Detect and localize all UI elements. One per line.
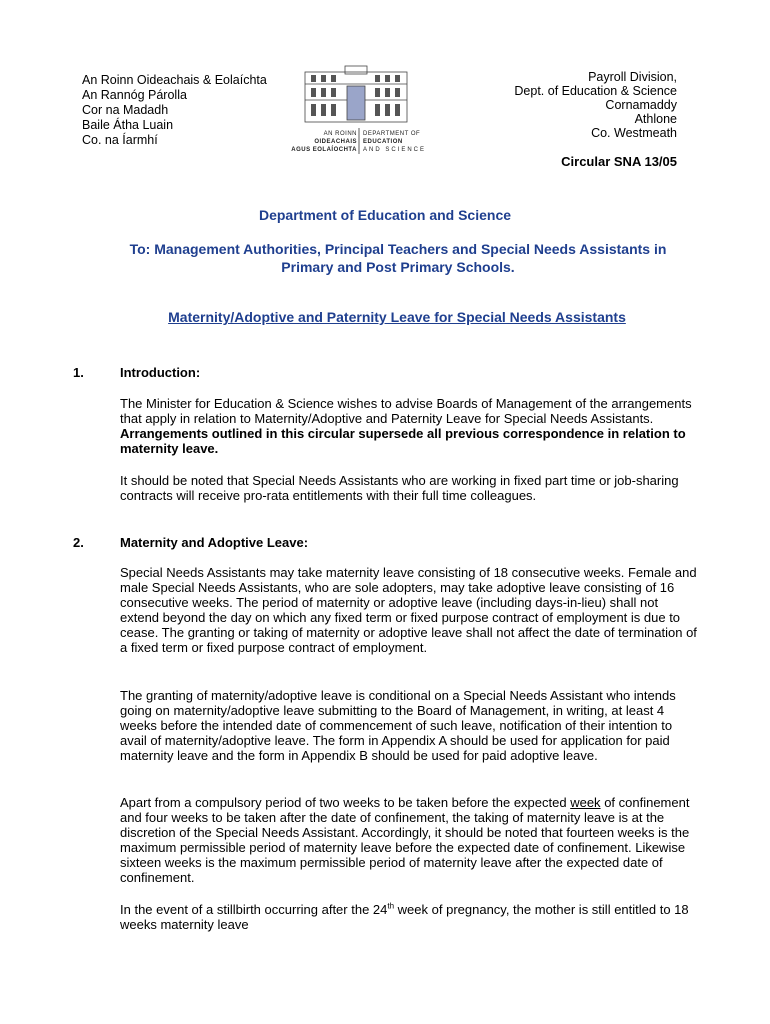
department-logo <box>285 64 433 154</box>
paragraph <box>120 396 700 456</box>
paragraph-text: of confinement and four weeks to be taken after the date of confinement, the taking of maternity leave is at the discretion of the Special Needs Assistant. Accordingly, it should be noted that fourteen weeks is the maximum permissible period of maternity leave before the expected date of confinement. Likewise sixteen weeks is the maximum permissible period of maternity leave after the expected date of confinement. <box>120 795 690 885</box>
logo-english-text <box>363 130 439 154</box>
section-heading: Maternity and Adoptive Leave: <box>120 535 309 550</box>
address-line: Baile Átha Luain <box>82 118 174 132</box>
logo-irish-text <box>285 130 357 154</box>
address-line: Athlone <box>634 112 677 126</box>
logo-text-line: AN ROINN <box>323 131 357 137</box>
logo-text-line: EDUCATION <box>363 139 403 145</box>
address-line: Co. Westmeath <box>591 126 677 140</box>
paragraph <box>120 902 700 932</box>
address-line: An Roinn Oideachais & Eolaíchta <box>82 73 267 87</box>
department-title: Department of Education and Science <box>258 207 512 223</box>
english-address <box>514 70 677 140</box>
logo-text-line: OIDEACHAIS <box>314 139 357 145</box>
addressee-heading <box>78 240 718 276</box>
paragraph-text: The Minister for Education & Science wishes to advise Boards of Management of the arrangements that apply in relation to Maternity/Adoptive and Paternity Leave for Special Needs Assistants. <box>120 396 692 426</box>
circular-number: Circular SNA 13/05 <box>561 154 677 169</box>
address-line: Cornamaddy <box>605 98 677 112</box>
paragraph: The granting of maternity/adoptive leave is conditional on a Special Needs Assistant who intends going on maternity/adoptive leave submitting to the Board of Management, in writing, at least 4 weeks before the intended date of commencement of such leave, notification of their intention to avail of maternity/adoptive leave. The form in Appendix A should be used for application for paid maternity leave and the form in Appendix B should be used for paid adoptive leave. <box>120 688 676 763</box>
address-line: Cor na Madadh <box>82 103 169 117</box>
addressee-line: To: Management Authorities, Principal Teachers and Special Needs Assistants in <box>129 241 667 257</box>
paragraph: It should be noted that Special Needs Assistants who are working in fixed part time or job-sharing contracts will receive pro-rata entitlements with their full time colleagues. <box>120 473 679 503</box>
paragraph-emphasis: Arrangements outlined in this circular supersede all previous correspondence in relation to maternity leave. <box>120 426 686 456</box>
superscript: th <box>387 901 395 911</box>
address-line: Payroll Division, <box>588 70 677 84</box>
address-line: Co. na Íarmhí <box>82 133 158 147</box>
underlined-word: week <box>570 795 601 810</box>
paragraph <box>120 795 700 885</box>
logo-text-line: AGUS EOLAÍOCHTA <box>291 147 357 153</box>
irish-address <box>82 73 267 148</box>
paragraph-text: Apart from a compulsory period of two weeks to be taken before the expected <box>120 795 567 810</box>
section-heading: Introduction: <box>120 365 201 380</box>
address-line: Dept. of Education & Science <box>514 84 677 98</box>
section-number: 1. <box>73 365 84 380</box>
paragraph: Special Needs Assistants may take maternity leave consisting of 18 consecutive weeks. Female and male Special Needs Assistants, who are sole adopters, may take adoptive leave consisting of 16 consecutive weeks. The period of maternity or adoptive leave (including days-in-lieu) shall not extend beyond the day on which any fixed term or fixed purpose contract of employment is due to cease. The granting or taking of maternity or adoptive leave shall not affect the date of termination of a fixed term or fixed purpose contract of employment. <box>120 565 697 655</box>
logo-text-line: DEPARTMENT OF <box>363 131 421 137</box>
section-number: 2. <box>73 535 84 550</box>
paragraph-text: week of pregnancy, the mother is still entitled to 18 weeks maternity leave <box>120 902 689 932</box>
logo-text-line: AND SCIENCE <box>363 147 427 153</box>
paragraph-text: In the event of a stillbirth occurring after the 24 <box>120 902 388 917</box>
subject-title: Maternity/Adoptive and Paternity Leave for Special Needs Assistants <box>168 309 626 325</box>
addressee-line: Primary and Post Primary Schools. <box>281 259 515 275</box>
address-line: An Rannóg Párolla <box>82 88 187 102</box>
